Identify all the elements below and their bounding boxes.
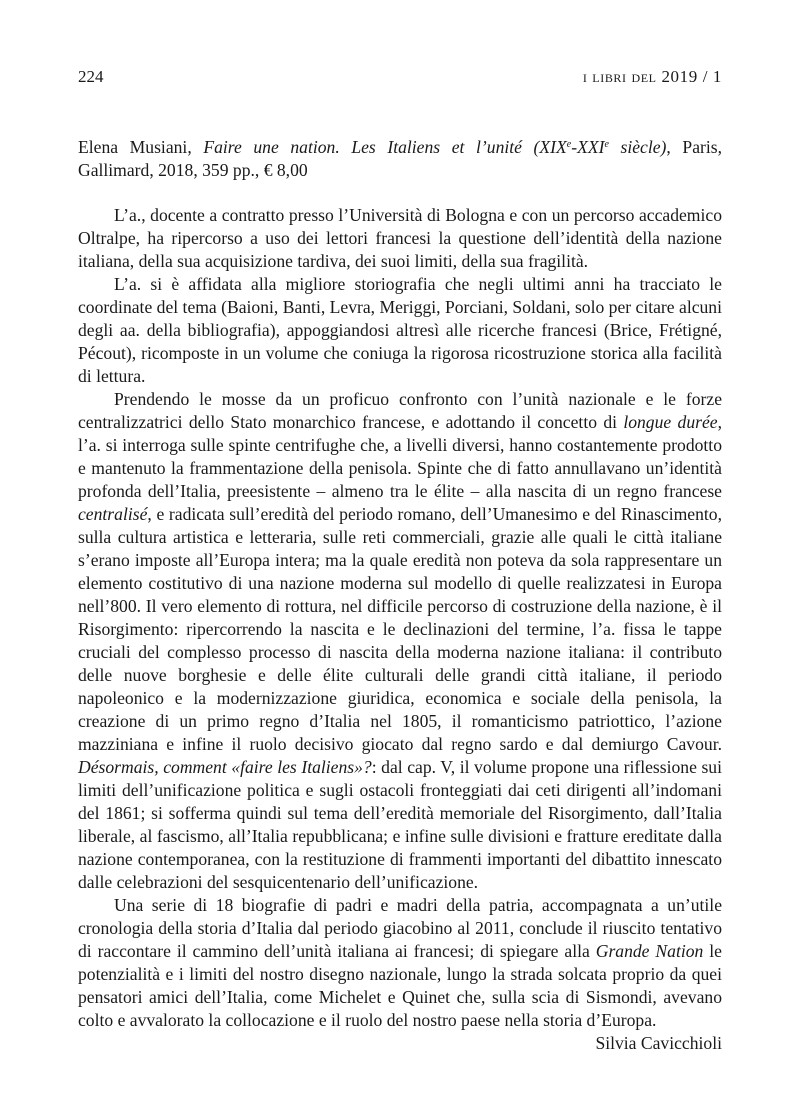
review-body [78,204,722,1032]
italic-quote: Désormais, comment «faire les Italiens»? [78,757,372,777]
review-paragraph-4: Una serie di 18 biografie di padri e madri della patria, accompagnata a un’utile cronologia della storia d’Italia dal periodo giacobino al 2011, conclude il riuscito tentativo di raccontare il cammino dell’unità italiana ai francesi; di spiegare alla Grande Nation le potenzialità e i limiti del nostro disegno nazionale, lungo la strada solcata proprio da quei pensatori amici dell’Italia, come Michelet e Quinet che, sulla scia di Sismondi, avevano colto e avvalorato la collocazione e il ruolo del nostro paese nella storia d’Europa. [78,895,722,1030]
citation-title: Faire une nation. Les Italiens et l’unité (XIXe-XXIe siècle) [203,137,667,157]
superscript-e: e [604,139,609,150]
book-review-page [78,66,722,1055]
superscript-e: e [566,139,572,150]
book-citation [78,136,722,182]
page-number: 224 [78,67,104,86]
italic-term: centralisé [78,504,148,524]
review-paragraph-2: L’a. si è affidata alla migliore storiografia che negli ultimi anni ha tracciato le coordinate del tema (Baioni, Banti, Levra, Meriggi, Porciani, Soldani, solo per citare alcuni degli aa. della bibliografia), appoggiandosi altresì alle ricerche francesi (Brice, Frétigné, Pécout), ricomposte in un volume che coniuga la rigorosa ricostruzione storica alla facilità di lettura. [78,274,722,386]
italic-term: longue durée [623,412,718,432]
reviewer-signature: Silvia Cavicchioli [595,1033,722,1053]
citation-publication: , Paris, Gallimard, 2018, 359 pp., € 8,00 [78,137,723,180]
italic-term: Grande Nation [595,941,704,961]
citation-author: Elena Musiani, [78,137,204,157]
review-paragraph-3: Prendendo le mosse da un proficuo confronto con l’unità nazionale e le forze centralizzatrici dello Stato monarchico francese, e adottando il concetto di longue durée, l’a. si interroga sulle spinte centrifughe che, a livelli diversi, hanno costantemente prodotto e mantenuto la frammentazione della penisola. Spinte che di fatto annullavano un’identità profonda dell’Italia, preesistente – almeno tra le élite – alla nascita di un regno francese centralisé, e radicata sull’eredità del periodo romano, dell’Umanesimo e del Rinascimento, sulla cultura artistica e letteraria, sulle reti commerciali, grazie alle quali le città italiane s’erano imposte all’Europa intera; ma la quale eredità non poteva da sola rappresentare un elemento costitutivo di una nazione moderna sul modello di quelle realizzatesi in Europa nell’800. Il vero elemento di rottura, nel difficile percorso di costruzione della nazione, è il Risorgimento: ripercorrendo la nascita e le declinazioni del termine, l’a. fissa le tappe cruciali del complesso processo di nascita della moderna nazione italiana: il contributo delle nuove borghesie e delle élite culturali delle grandi città italiane, il periodo napoleonico e la modernizzazione giuridica, economica e sociale della penisola, la creazione di un primo regno d’Italia nel 1805, il romanticismo patriottico, l’azione mazziniana e infine il ruolo decisivo giocato dal regno sardo e dal demiurgo Cavour. Désormais, comment «faire les Italiens»?: dal cap. V, il volume propone una riflessione sui limiti dell’unificazione politica e sugli ostacoli fronteggiati dai ceti dirigenti all’indomani del 1861; si sofferma quindi sul tema dell’eredità memoriale del Risorgimento, dall’Italia liberale, al fascismo, all’Italia repubblicana; e infine sulle divisioni e fratture ereditate dalla nazione contemporanea, con la restituzione di frammenti importanti del dibattito innescato dalle celebrazioni del sesquicentenario dell’unificazione. [78,389,722,892]
running-head [78,66,722,88]
review-paragraph-1: L’a., docente a contratto presso l’Università di Bologna e con un percorso accademico Oltralpe, ha ripercorso a uso dei lettori francesi la questione dell’identità della nazione italiana, della sua acquisizione tardiva, dei suoi limiti, della sua fragilità. [78,205,722,271]
running-title: i libri del 2019 / 1 [582,67,722,86]
